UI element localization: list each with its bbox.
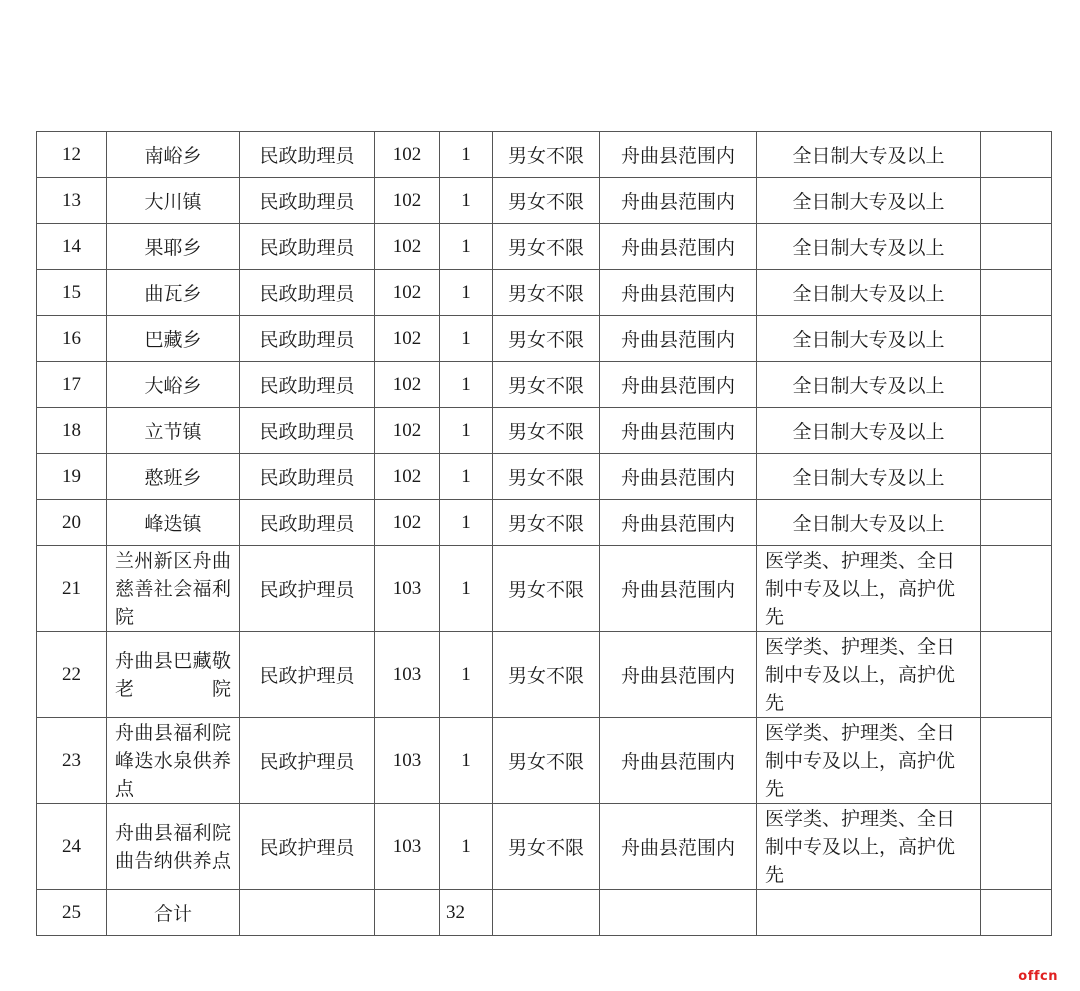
remarks-cell <box>981 500 1052 546</box>
position-code-cell: 102 <box>375 224 440 270</box>
position-name-cell: 民政助理员 <box>240 362 375 408</box>
recruit-scope-cell: 舟曲县范围内 <box>600 132 757 178</box>
position-name-cell: 民政助理员 <box>240 500 375 546</box>
position-code-cell: 103 <box>375 632 440 718</box>
gender-requirement-cell: 男女不限 <box>493 178 600 224</box>
gender-requirement-cell: 男女不限 <box>493 546 600 632</box>
position-code-cell: 102 <box>375 408 440 454</box>
recruit-scope-cell: 舟曲县范围内 <box>600 270 757 316</box>
gender-requirement-cell: 男女不限 <box>493 454 600 500</box>
watermark: offcn <box>1018 969 1058 984</box>
recruit-scope-cell: 舟曲县范围内 <box>600 500 757 546</box>
remarks-cell <box>981 546 1052 632</box>
position-name-cell: 民政助理员 <box>240 270 375 316</box>
recruitment-table <box>36 131 1052 936</box>
gender-requirement-cell: 男女不限 <box>493 316 600 362</box>
table-row <box>37 454 1052 500</box>
education-requirement-cell <box>757 890 981 936</box>
unit-name-cell: 大川镇 <box>107 178 240 224</box>
table-row <box>37 362 1052 408</box>
unit-name-cell: 峰迭镇 <box>107 500 240 546</box>
gender-requirement-cell: 男女不限 <box>493 270 600 316</box>
recruit-scope-cell <box>600 890 757 936</box>
table-row <box>37 224 1052 270</box>
education-requirement-cell: 医学类、护理类、全日制中专及以上，高护优先 <box>757 718 981 804</box>
remarks-cell <box>981 454 1052 500</box>
unit-name-cell: 曲瓦乡 <box>107 270 240 316</box>
position-name-cell: 民政助理员 <box>240 178 375 224</box>
remarks-cell <box>981 408 1052 454</box>
position-name-cell: 民政助理员 <box>240 224 375 270</box>
hire-count-cell: 1 <box>440 408 493 454</box>
education-requirement-cell: 全日制大专及以上 <box>757 454 981 500</box>
row-number-cell: 17 <box>37 362 107 408</box>
position-name-cell: 民政护理员 <box>240 546 375 632</box>
position-name-cell: 民政护理员 <box>240 804 375 890</box>
hire-count-cell: 1 <box>440 454 493 500</box>
position-name-cell: 民政护理员 <box>240 718 375 804</box>
table-row <box>37 718 1052 804</box>
table-row <box>37 316 1052 362</box>
table-body <box>37 132 1052 936</box>
remarks-cell <box>981 362 1052 408</box>
position-name-cell: 民政助理员 <box>240 454 375 500</box>
education-requirement-cell: 全日制大专及以上 <box>757 132 981 178</box>
position-code-cell: 102 <box>375 500 440 546</box>
row-number-cell: 16 <box>37 316 107 362</box>
remarks-cell <box>981 890 1052 936</box>
recruit-scope-cell: 舟曲县范围内 <box>600 408 757 454</box>
table-row <box>37 408 1052 454</box>
remarks-cell <box>981 316 1052 362</box>
position-code-cell: 102 <box>375 362 440 408</box>
recruit-scope-cell: 舟曲县范围内 <box>600 546 757 632</box>
remarks-cell <box>981 270 1052 316</box>
education-requirement-cell: 全日制大专及以上 <box>757 362 981 408</box>
hire-count-cell: 1 <box>440 270 493 316</box>
hire-count-cell: 1 <box>440 224 493 270</box>
remarks-cell <box>981 718 1052 804</box>
total-label-cell: 合计 <box>107 890 240 936</box>
recruit-scope-cell: 舟曲县范围内 <box>600 804 757 890</box>
position-name-cell: 民政助理员 <box>240 408 375 454</box>
remarks-cell <box>981 804 1052 890</box>
education-requirement-cell: 医学类、护理类、全日制中专及以上，高护优先 <box>757 546 981 632</box>
gender-requirement-cell: 男女不限 <box>493 632 600 718</box>
position-code-cell <box>375 890 440 936</box>
table-row-total <box>37 890 1052 936</box>
hire-count-cell: 1 <box>440 178 493 224</box>
unit-name-cell: 大峪乡 <box>107 362 240 408</box>
hire-count-cell: 1 <box>440 316 493 362</box>
table-row <box>37 132 1052 178</box>
position-name-cell: 民政护理员 <box>240 632 375 718</box>
gender-requirement-cell <box>493 890 600 936</box>
gender-requirement-cell: 男女不限 <box>493 804 600 890</box>
total-count-cell: 32 <box>440 890 493 936</box>
education-requirement-cell: 全日制大专及以上 <box>757 224 981 270</box>
education-requirement-cell: 全日制大专及以上 <box>757 316 981 362</box>
education-requirement-cell: 全日制大专及以上 <box>757 500 981 546</box>
unit-name-cell: 南峪乡 <box>107 132 240 178</box>
remarks-cell <box>981 178 1052 224</box>
recruit-scope-cell: 舟曲县范围内 <box>600 178 757 224</box>
gender-requirement-cell: 男女不限 <box>493 718 600 804</box>
row-number-cell: 18 <box>37 408 107 454</box>
education-requirement-cell: 医学类、护理类、全日制中专及以上，高护优先 <box>757 804 981 890</box>
unit-name-cell: 舟曲县福利院峰迭水泉供养点 <box>107 718 240 804</box>
row-number-cell: 12 <box>37 132 107 178</box>
education-requirement-cell: 医学类、护理类、全日制中专及以上，高护优先 <box>757 632 981 718</box>
hire-count-cell: 1 <box>440 718 493 804</box>
position-code-cell: 102 <box>375 316 440 362</box>
recruit-scope-cell: 舟曲县范围内 <box>600 632 757 718</box>
row-number-cell: 21 <box>37 546 107 632</box>
education-requirement-cell: 全日制大专及以上 <box>757 178 981 224</box>
row-number-cell: 20 <box>37 500 107 546</box>
hire-count-cell: 1 <box>440 632 493 718</box>
unit-name-cell: 憨班乡 <box>107 454 240 500</box>
hire-count-cell: 1 <box>440 500 493 546</box>
row-number-cell: 23 <box>37 718 107 804</box>
remarks-cell <box>981 132 1052 178</box>
recruit-scope-cell: 舟曲县范围内 <box>600 316 757 362</box>
unit-name-cell: 舟曲县福利院曲告纳供养点 <box>107 804 240 890</box>
gender-requirement-cell: 男女不限 <box>493 500 600 546</box>
gender-requirement-cell: 男女不限 <box>493 362 600 408</box>
row-number-cell: 22 <box>37 632 107 718</box>
table-row <box>37 546 1052 632</box>
hire-count-cell: 1 <box>440 362 493 408</box>
position-code-cell: 102 <box>375 454 440 500</box>
row-number-cell: 14 <box>37 224 107 270</box>
position-code-cell: 103 <box>375 718 440 804</box>
unit-name-cell: 立节镇 <box>107 408 240 454</box>
table-row <box>37 500 1052 546</box>
hire-count-cell: 1 <box>440 132 493 178</box>
unit-name-cell: 果耶乡 <box>107 224 240 270</box>
position-code-cell: 103 <box>375 546 440 632</box>
education-requirement-cell: 全日制大专及以上 <box>757 408 981 454</box>
position-code-cell: 102 <box>375 270 440 316</box>
recruit-scope-cell: 舟曲县范围内 <box>600 362 757 408</box>
table-row <box>37 178 1052 224</box>
education-requirement-cell: 全日制大专及以上 <box>757 270 981 316</box>
position-code-cell: 103 <box>375 804 440 890</box>
table-row <box>37 632 1052 718</box>
remarks-cell <box>981 632 1052 718</box>
recruit-scope-cell: 舟曲县范围内 <box>600 224 757 270</box>
table-row <box>37 270 1052 316</box>
gender-requirement-cell: 男女不限 <box>493 132 600 178</box>
position-code-cell: 102 <box>375 132 440 178</box>
position-name-cell <box>240 890 375 936</box>
hire-count-cell: 1 <box>440 804 493 890</box>
remarks-cell <box>981 224 1052 270</box>
gender-requirement-cell: 男女不限 <box>493 224 600 270</box>
hire-count-cell: 1 <box>440 546 493 632</box>
gender-requirement-cell: 男女不限 <box>493 408 600 454</box>
recruit-scope-cell: 舟曲县范围内 <box>600 454 757 500</box>
row-number-cell: 19 <box>37 454 107 500</box>
recruit-scope-cell: 舟曲县范围内 <box>600 718 757 804</box>
unit-name-cell: 兰州新区舟曲慈善社会福利院 <box>107 546 240 632</box>
position-code-cell: 102 <box>375 178 440 224</box>
row-number-cell: 13 <box>37 178 107 224</box>
unit-name-cell: 巴藏乡 <box>107 316 240 362</box>
position-name-cell: 民政助理员 <box>240 132 375 178</box>
row-number-cell: 15 <box>37 270 107 316</box>
row-number-cell: 25 <box>37 890 107 936</box>
unit-name-cell: 舟曲县巴藏敬老院 <box>107 632 240 718</box>
table-row <box>37 804 1052 890</box>
row-number-cell: 24 <box>37 804 107 890</box>
position-name-cell: 民政助理员 <box>240 316 375 362</box>
